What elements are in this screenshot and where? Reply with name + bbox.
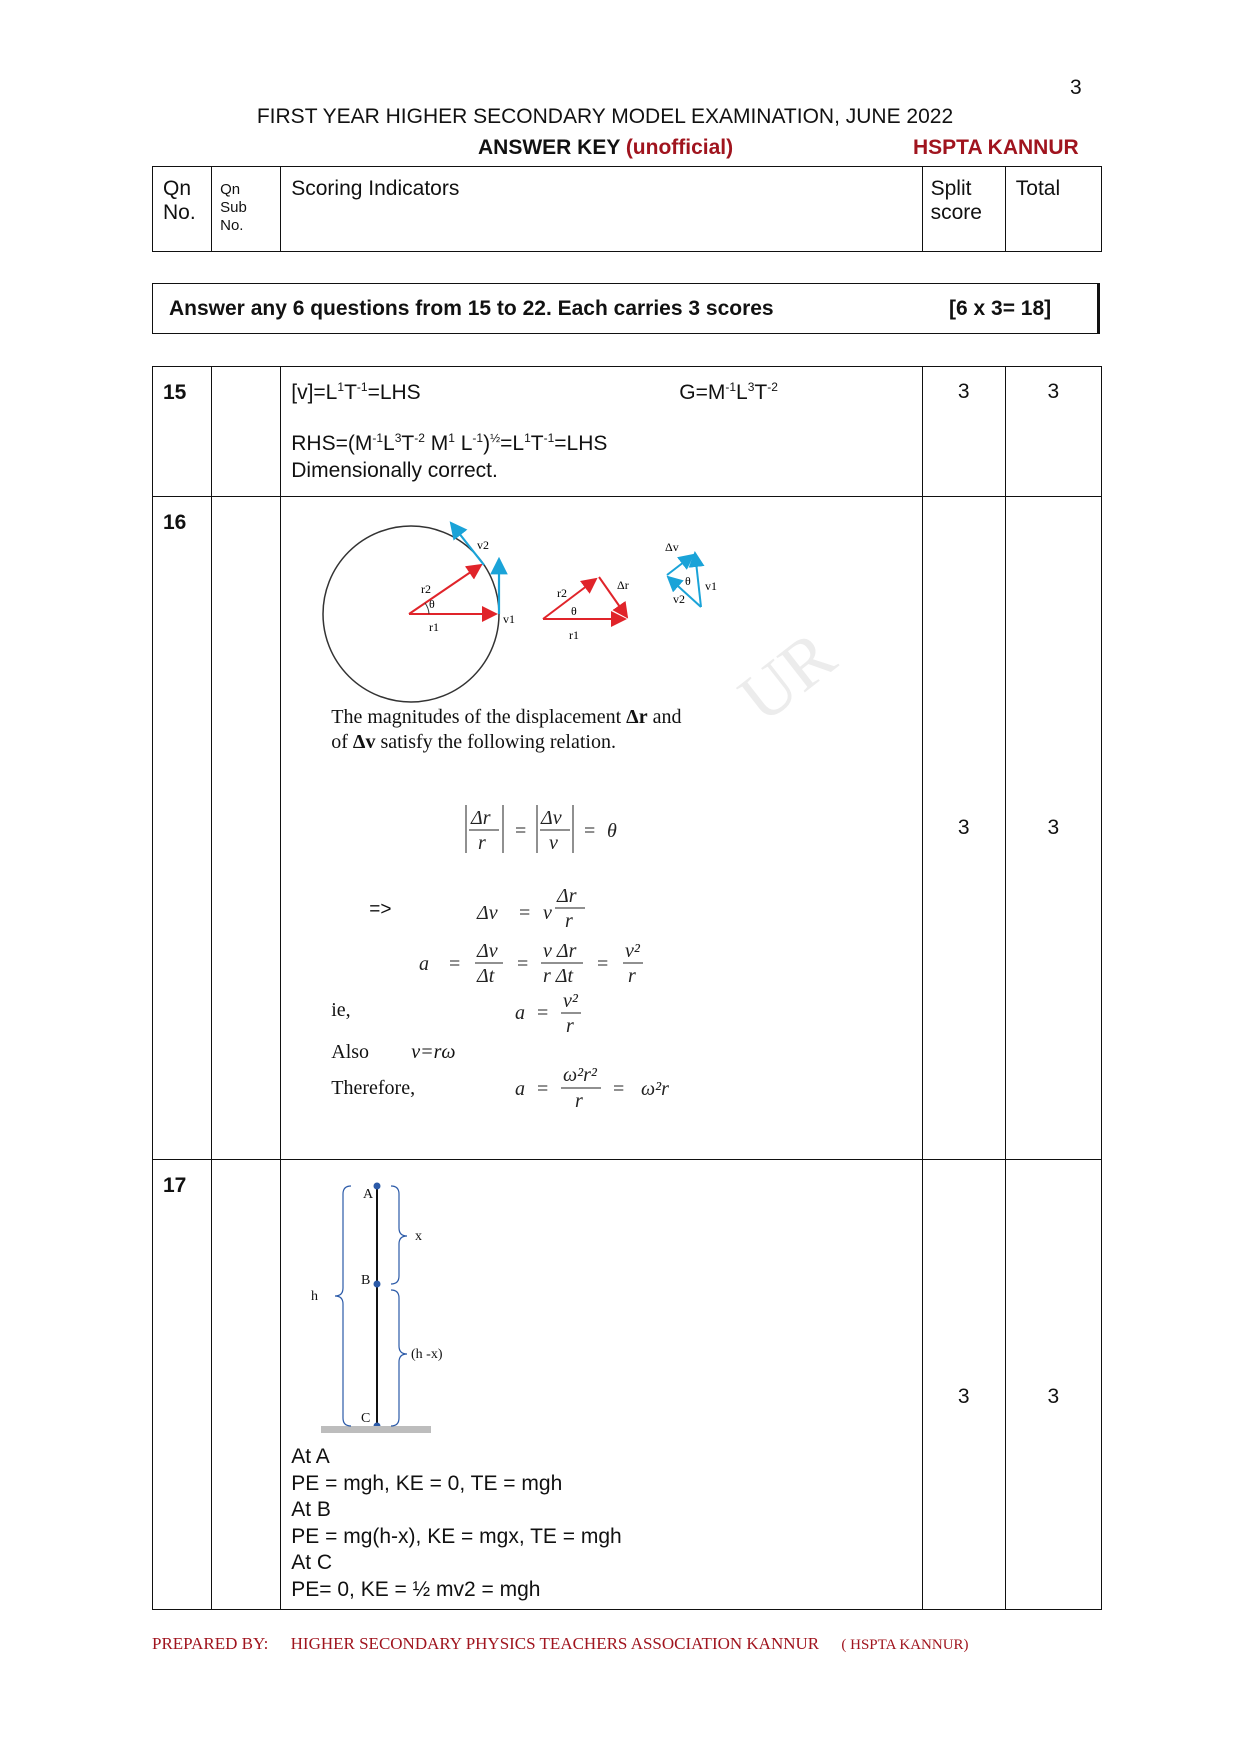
r2-label: r2	[421, 582, 432, 596]
relation-statement	[331, 705, 681, 755]
eq5-omega2r: ω²r	[641, 1078, 670, 1100]
tri-theta-label: θ	[571, 604, 577, 618]
tri-v1-vector	[695, 553, 701, 607]
h-brace	[335, 1186, 351, 1426]
eq2-delta-r: Δr	[557, 885, 577, 907]
implies-sign: =>	[369, 899, 392, 920]
g-dim-part: L	[736, 381, 748, 404]
eq3-eq1: =	[449, 953, 461, 975]
sub-number-cell	[212, 497, 281, 1160]
col-qn-no-line2: No.	[163, 201, 196, 224]
footer-prepared: PREPARED BY:	[152, 1634, 269, 1653]
tri-r2-label: r2	[557, 586, 568, 600]
watermark-fragment: UR	[725, 617, 850, 738]
at-c-energy: PE= 0, KE = ½ mv2 = mgh	[291, 1577, 541, 1601]
column-header-table	[152, 166, 1102, 252]
at-c-label: At C	[291, 1551, 333, 1574]
col-qn-sub-line3: No.	[220, 217, 244, 234]
footer-short: ( HSPTA KANNUR)	[841, 1637, 969, 1653]
eq2-r: r	[565, 910, 574, 932]
eq5-eq2: =	[613, 1078, 625, 1100]
eq5-a: a	[515, 1078, 526, 1100]
eq1-theta: θ	[607, 820, 618, 842]
r2-vector	[409, 565, 481, 614]
rhs-part: L	[454, 432, 473, 455]
col-indicators-label: Scoring Indicators	[291, 177, 460, 200]
col-split	[922, 167, 1005, 252]
col-qn-sub-line1: Qn	[220, 181, 241, 198]
answer-row-17	[153, 1160, 1102, 1610]
col-qn-sub-line2: Sub	[220, 199, 247, 216]
col-indicators	[281, 167, 922, 252]
split-score: 3	[922, 367, 1005, 497]
question-number: 16	[153, 497, 212, 1160]
ground	[321, 1426, 431, 1433]
statement-part: and	[647, 706, 682, 728]
eq1-delta-r: Δr	[471, 807, 491, 829]
velocity-dimension: $[v]=L^1T^{-1}=LHS$	[291, 380, 421, 404]
label-a: A	[363, 1187, 374, 1202]
total-score: 3	[1005, 367, 1101, 497]
therefore-label: Therefore,	[331, 1077, 416, 1099]
col-qn-no-line1: Qn	[163, 177, 192, 200]
tri-r2-vector	[543, 579, 596, 619]
label-x: x	[415, 1229, 423, 1244]
falling-body-diagram	[281, 1160, 921, 1440]
eq3-r-delta-t: r Δt	[543, 965, 574, 987]
eq3-eq2: =	[517, 953, 529, 975]
eq3-v2: v²	[625, 940, 641, 962]
eq4-eq: =	[537, 1002, 549, 1024]
eq4-a: a	[515, 1002, 526, 1024]
label-h-minus-x: (h -x)	[411, 1347, 443, 1362]
section-marks: [6 x 3= 18]	[949, 297, 1052, 320]
eq2-v: v	[543, 902, 553, 924]
eq1-delta-v: Δv	[541, 807, 562, 829]
rhs-part: RHS=(M	[291, 432, 373, 455]
exam-title: FIRST YEAR HIGHER SECONDARY MODEL EXAMINATION, JUNE 2022	[256, 105, 954, 128]
col-split-line2: score	[930, 201, 982, 224]
col-total	[1005, 167, 1101, 252]
tri-r1-label: r1	[569, 628, 580, 642]
eq1-eq-sign2: =	[584, 820, 596, 842]
col-qn-no	[153, 167, 212, 252]
eq5-r: r	[575, 1090, 584, 1112]
col-split-line1: Split	[930, 177, 972, 200]
sub-number-cell	[212, 367, 281, 497]
total-score: 3	[1005, 497, 1101, 1160]
eq3-delta-t: Δt	[477, 965, 495, 987]
col-total-label: Total	[1015, 177, 1061, 200]
g-dim-part: T	[754, 381, 768, 404]
at-a-label: At A	[291, 1445, 330, 1468]
section-banner	[152, 283, 1100, 334]
eq3-delta-v: Δv	[477, 940, 498, 962]
statement-part: satisfy the following relation.	[375, 731, 616, 753]
label-h: h	[311, 1289, 319, 1304]
also-label: Also	[331, 1041, 370, 1063]
g-dimension: $G=M^{-1}L^3T^{-2}$	[679, 380, 778, 404]
answer-key-title	[478, 136, 733, 160]
label-c: C	[361, 1411, 371, 1426]
rhs-expression: $RHS=(M^{-1}L^3T^{-2}$ $M^1$ $L^{-1})^{\frac{1}{2}}=L^1T^{-1}=LHS$	[291, 431, 608, 455]
energy-solution	[291, 1444, 621, 1603]
delta-r-label: Δr	[617, 578, 629, 592]
eq2-delta-v: Δv	[477, 902, 498, 924]
eq1-v: v	[549, 832, 559, 854]
eq5-omega2r2: ω²r²	[563, 1064, 598, 1086]
eq5-eq: =	[537, 1078, 549, 1100]
eq2-eq-sign: =	[519, 902, 531, 924]
point-a	[374, 1183, 381, 1190]
rhs-part: T	[401, 432, 415, 455]
at-b-label: At B	[291, 1498, 331, 1521]
hx-brace	[391, 1290, 407, 1426]
section-instruction: Answer any 6 questions from 15 to 22. Each carries 3 scores	[169, 297, 774, 320]
page-number: 3	[1070, 76, 1082, 99]
conclusion: Dimensionally correct.	[291, 459, 498, 482]
r1-label: r1	[429, 620, 440, 634]
split-score: 3	[922, 497, 1005, 1160]
rhs-part: M	[424, 432, 449, 455]
answer-row-16	[153, 497, 1102, 1160]
footer	[152, 1634, 987, 1654]
indicator-cell	[281, 367, 922, 497]
indicator-cell	[281, 497, 922, 1160]
rhs-part: T	[530, 432, 544, 455]
v1-label: v1	[503, 612, 516, 626]
ie-label: ie,	[331, 999, 351, 1021]
tri-v1-label: v1	[705, 579, 718, 593]
col-qn-sub	[212, 167, 281, 252]
rhs-part: =L	[500, 432, 525, 455]
at-a-energy: PE = mgh, KE = 0, TE = mgh	[291, 1471, 563, 1495]
eq4-r: r	[566, 1015, 575, 1037]
org-name: HSPTA KANNUR	[913, 136, 1079, 159]
statement-part: Δv	[352, 731, 376, 753]
unofficial-note: (unofficial)	[625, 136, 734, 159]
indicator-cell	[281, 1160, 922, 1610]
v2-label: v2	[477, 538, 490, 552]
statement-part: The magnitudes of the displacement	[331, 706, 627, 728]
v-dim-part: [v]=L	[291, 381, 338, 404]
rhs-part: =LHS	[554, 432, 608, 455]
answer-table	[152, 366, 1102, 1610]
x-brace	[391, 1186, 407, 1284]
footer-association: HIGHER SECONDARY PHYSICS TEACHERS ASSOCIATION KANNUR	[290, 1634, 820, 1653]
rhs-part: )	[483, 432, 491, 455]
delta-v-label: Δv	[665, 540, 679, 554]
tri-v-theta-label: θ	[685, 574, 691, 588]
eq3-v-delta-r: v Δr	[543, 940, 577, 962]
eq4-v2: v²	[563, 990, 579, 1012]
question-number: 15	[153, 367, 212, 497]
answer-row-15	[153, 367, 1102, 497]
rhs-part: L	[383, 432, 395, 455]
label-b: B	[361, 1273, 371, 1288]
eq3-a: a	[419, 953, 430, 975]
delta-v-vector	[667, 555, 693, 575]
v-dim-part: T	[344, 381, 357, 404]
eq3-eq3: =	[597, 953, 609, 975]
answer-key-label: ANSWER KEY	[478, 136, 620, 159]
also-equation: v=rω	[411, 1041, 456, 1063]
point-b	[374, 1281, 381, 1288]
g-dim-part: G=M	[679, 381, 726, 404]
sub-number-cell	[212, 1160, 281, 1610]
total-score: 3	[1005, 1160, 1101, 1610]
v-dim-part: =LHS	[367, 381, 421, 404]
statement-part: Δr	[626, 706, 648, 728]
at-b-energy: PE = mg(h-x), KE = mgx, TE = mgh	[291, 1524, 622, 1548]
tri-v2-label: v2	[673, 592, 686, 606]
eq1-eq-sign: =	[515, 820, 527, 842]
statement-part: of	[331, 731, 353, 753]
theta-label: θ	[429, 597, 435, 611]
split-score: 3	[922, 1160, 1005, 1610]
eq1-r: r	[478, 832, 487, 854]
eq3-r: r	[628, 965, 637, 987]
circular-motion-diagram	[281, 497, 921, 1160]
question-number: 17	[153, 1160, 212, 1610]
